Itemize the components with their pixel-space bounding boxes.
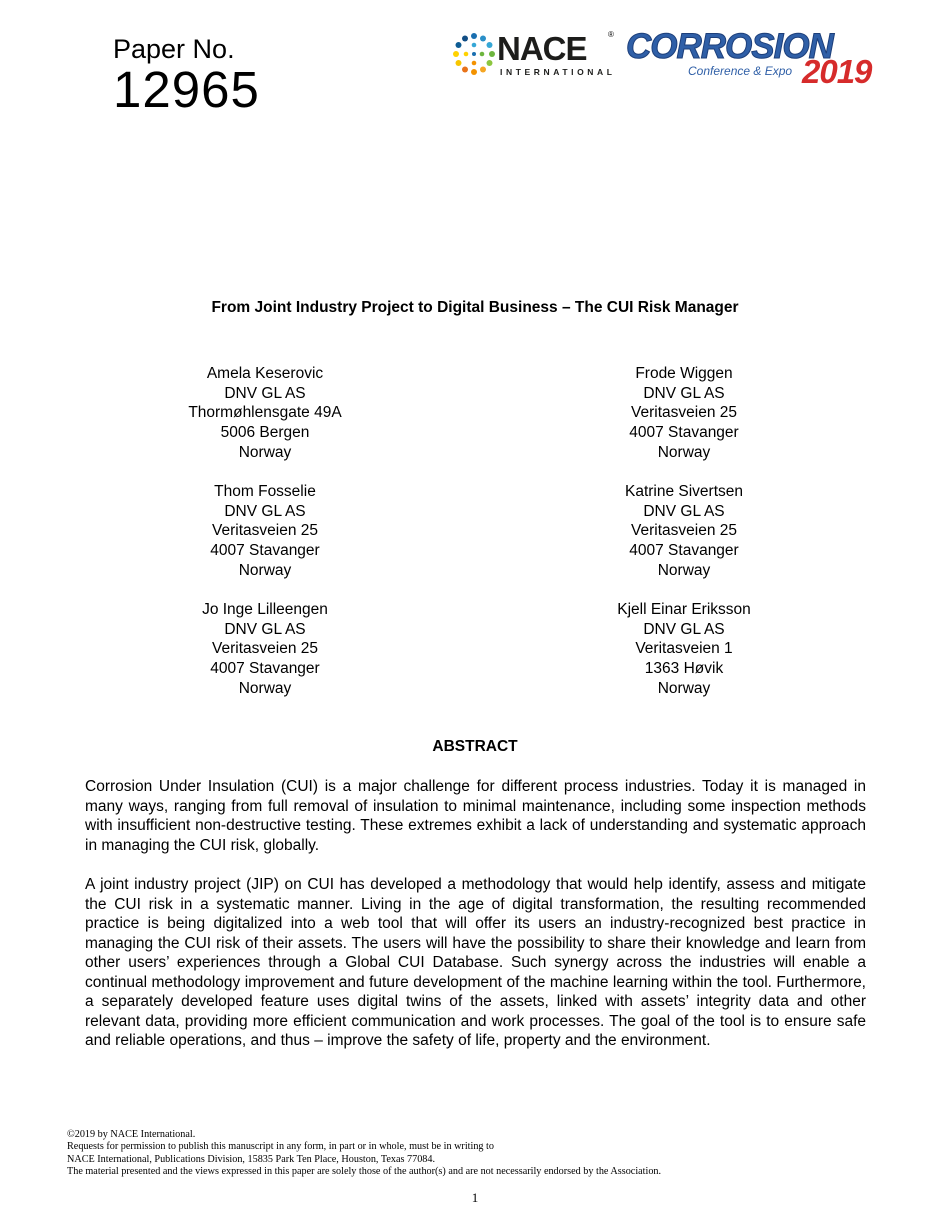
author-country: Norway [238, 443, 292, 461]
registered-mark: ® [608, 30, 614, 39]
author-country: Norway [657, 561, 711, 579]
author-org: DNV GL AS [224, 384, 306, 402]
corrosion-subtitle: Conference & Expo [688, 64, 793, 78]
author-block [564, 482, 804, 581]
author-name: Frode Wiggen [635, 365, 733, 382]
author-street: Veritasveien 1 [635, 640, 733, 658]
paper-title: From Joint Industry Project to Digital Business – The CUI Risk Manager [211, 299, 739, 316]
author-country: Norway [238, 679, 292, 697]
nace-globe-icon [452, 32, 496, 76]
corrosion-year: 2019 [802, 53, 872, 90]
author-name: Katrine Sivertsen [624, 483, 744, 500]
author-street: Veritasveien 25 [212, 640, 318, 658]
page-number: 1 [471, 1190, 479, 1205]
author-name: Jo Inge Lilleengen [202, 601, 328, 618]
author-block [145, 482, 385, 581]
author-org: DNV GL AS [224, 620, 306, 638]
nace-wordmark: NACE [497, 30, 587, 67]
author-street: Veritasveien 25 [631, 522, 737, 540]
author-name: Thom Fosselie [214, 483, 316, 500]
author-street: Veritasveien 25 [212, 522, 318, 540]
author-org: DNV GL AS [224, 502, 306, 520]
nace-logo [452, 30, 622, 80]
nace-subtitle: INTERNATIONAL [500, 67, 616, 77]
abstract-paragraph: A joint industry project (JIP) on CUI has developed a methodology that would help identify, assess and mitigate the CUI risk in a systematic manner. Living in the age of digital transformation, the resulting recommended practice is being digitalized into a web tool that will offer its users an industry-recognized best practice in managing the CUI risk of their assets. The users will have the possibility to share their knowledge and learn from other users’ experiences through a Global CUI Database. Such synergy across the industries will enable a continual methodology improvement and future development of the machine learning within the tool. Furthermore, a separately developed feature uses digital twins of the assets, linked with assets’ integrity data and other relevant data, providing more efficient communication and work processes. The goal of the tool is to ensure safe and reliable operations, and thus – improve the safety of life, property and the environment. [85, 876, 866, 1049]
author-city: 4007 Stavanger [210, 542, 320, 560]
corrosion-2019-logo [626, 28, 886, 88]
copyright-footer [67, 1129, 887, 1178]
paper-number-block [113, 34, 260, 116]
author-street: Thormøhlensgate 49A [188, 404, 342, 422]
author-city: 5006 Bergen [220, 424, 310, 442]
footer-line: Requests for permission to publish this manuscript in any form, in part or in whole, must be in writing to [67, 1141, 494, 1153]
author-country: Norway [657, 443, 711, 461]
author-block [145, 364, 385, 463]
author-name: Kjell Einar Eriksson [617, 601, 751, 618]
author-block [564, 364, 804, 463]
footer-line: NACE International, Publications Division, 15835 Park Ten Place, Houston, Texas 77084. [67, 1153, 436, 1165]
author-city: 1363 Høvik [644, 660, 724, 678]
author-block [564, 600, 804, 699]
footer-line: ©2019 by NACE International. [67, 1129, 196, 1140]
author-street: Veritasveien 25 [631, 404, 737, 422]
corrosion-wordmark: CORROSION [626, 27, 833, 66]
author-country: Norway [657, 679, 711, 697]
author-city: 4007 Stavanger [210, 660, 320, 678]
author-country: Norway [238, 561, 292, 579]
footer-line: The material presented and the views expressed in this paper are solely those of the author(s) and are not necessarily endorsed by the Association. [67, 1165, 662, 1177]
author-org: DNV GL AS [643, 502, 725, 520]
author-org: DNV GL AS [643, 384, 725, 402]
author-city: 4007 Stavanger [629, 542, 739, 560]
paper-label: Paper No. [113, 34, 235, 64]
abstract-heading: ABSTRACT [432, 738, 518, 755]
author-org: DNV GL AS [643, 620, 725, 638]
author-name: Amela Keserovic [206, 365, 324, 382]
author-block [145, 600, 385, 699]
paper-number: 12965 [113, 61, 260, 118]
abstract-paragraph: Corrosion Under Insulation (CUI) is a major challenge for different process industries. Today it is managed in many ways, ranging from full removal of insulation to minimal maintenance, including some inspection methods with insufficient non-destructive testing. These extremes exhibit a lack of understanding and systematic approach in managing the CUI risk, globally. [85, 778, 866, 854]
author-city: 4007 Stavanger [629, 424, 739, 442]
